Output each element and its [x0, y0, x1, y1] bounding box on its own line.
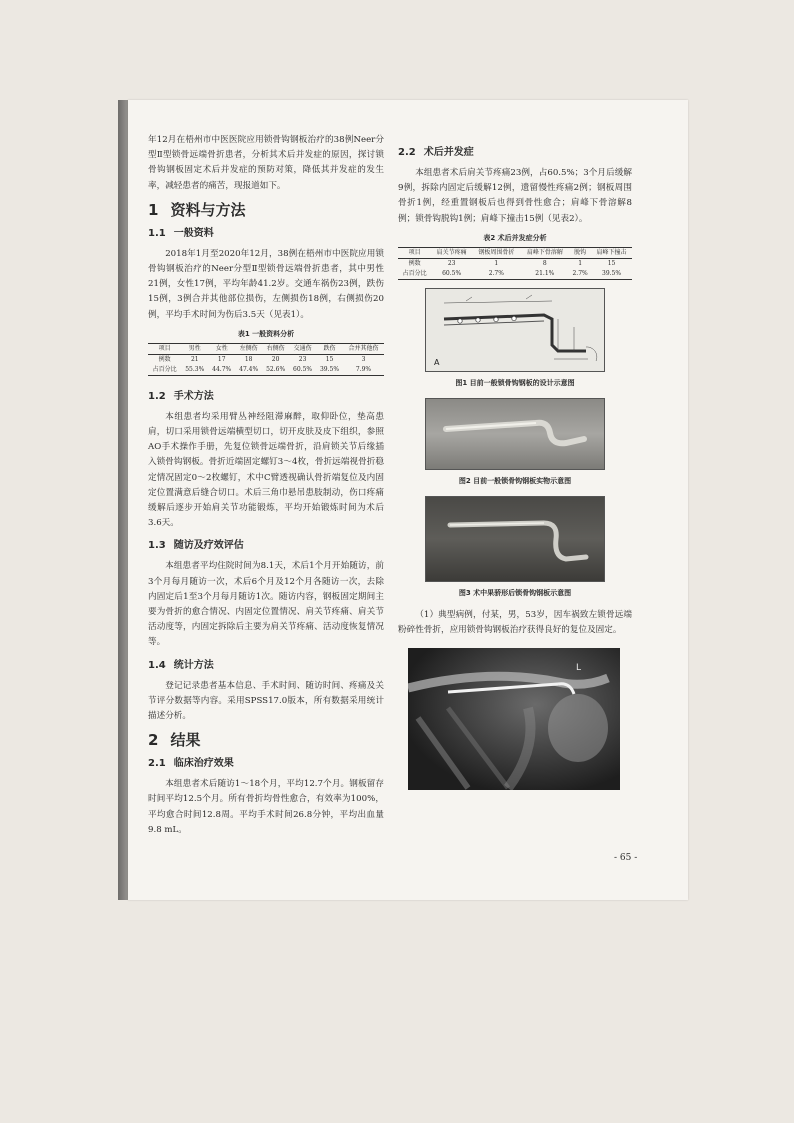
- table-header-cell: 合并其他伤: [348, 344, 379, 352]
- section-2-2-text: 本组患者术后肩关节疼痛23例，占60.5%；3个月后缓解9例，拆除内固定后缓解12例，遗留慢性疼痛2例；钢板周围骨折1例，经重置钢板后也得到骨性愈合；肩峰下骨溶解8例；锁骨钩脱钩1例；肩峰下撞击15例（见表2）。: [398, 168, 632, 224]
- section-1-2-text: 本组患者均采用臂丛神经阻滞麻醉，取仰卧位，垫高患肩，切口采用锁骨远端横型切口，切开皮肤及皮下组织，参照AO手术操作手册，先复位锁骨远端骨折，沿肩锁关节后缘插入锁骨钩钢板。骨折近端固定螺钉3～4枚，骨折远端视骨折稳定情况固定0～2枚螺钉，术中C臂透视确认骨折端复位及内固定位置满意后缝合切口。术后三角巾悬吊患肢制动，伤口疼痛缓解后逐步开始肩关节功能锻炼，平均开始锻炼时间为术后3.6天。: [148, 411, 384, 529]
- table-cell: 1: [578, 259, 583, 267]
- table-cell: 60.5%: [293, 365, 313, 373]
- section-number: 1: [148, 200, 159, 219]
- section-1-1-text: 2018年1月至2020年12月，38例在梧州市中医院应用锁骨钩钢板治疗的Neer分型Ⅱ型锁骨远端骨折患者，其中男性21例，女性17例，平均年龄41.2岁。交通车祸伤23例，跌伤15例，3例合并其他部位损伤，左侧损伤18例，右侧损伤20例，平均手术时间为伤后3.5天（见表1）。: [148, 248, 384, 320]
- table-cell: 例数: [158, 355, 171, 363]
- table-header-cell: 脱钩: [574, 248, 587, 256]
- table-cell: 23: [298, 355, 307, 363]
- section-title: 随访及疗效评估: [173, 540, 244, 552]
- table-cell: 7.9%: [355, 365, 372, 373]
- left-column: [148, 133, 384, 838]
- section-1-3-heading: [148, 539, 384, 553]
- section-1-4-text: 登记记录患者基本信息、手术时间、随访时间、疼痛及关节评分数据等内容。采用SPSS17.0版本，所有数据采用统计描述分析。: [148, 680, 384, 722]
- section-title: 手术方法: [173, 390, 214, 402]
- section-number: 1.3: [148, 540, 166, 552]
- right-column: [398, 146, 632, 790]
- figure-1-label: A: [434, 357, 440, 367]
- table-cell: 2.7%: [572, 269, 588, 277]
- section-1-1-heading: [148, 227, 384, 241]
- intro-paragraph: 年12月在梧州市中医医院应用锁骨钩钢板治疗的38例Neer分型Ⅱ型锁骨远端骨折患者，分析其术后并发症的原因，探讨锁骨钩钢板固定术后并发症的预防对策，降低其并发症的发生率，减轻患者的痛苦，现报道如下。: [148, 135, 384, 191]
- plate-design-drawing: [426, 289, 604, 371]
- figure-1-caption: 图1 目前一般锁骨钩钢板的设计示意图: [455, 378, 575, 387]
- table-cell: 15: [325, 355, 334, 363]
- table-header-cell: 跌伤: [323, 344, 336, 352]
- table-cell: 8: [542, 259, 547, 267]
- table-2: [398, 247, 632, 280]
- table-row: [398, 258, 632, 269]
- xray-shoulder: [408, 648, 620, 790]
- xray-image: [408, 648, 620, 790]
- table-cell: 21: [190, 355, 199, 363]
- figure-3-photo: [425, 496, 605, 582]
- page-number: - 65 -: [614, 853, 638, 863]
- table-row: [148, 365, 384, 376]
- table-2-caption: 表2 术后并发症分析: [483, 233, 547, 242]
- table-cell: 23: [447, 259, 456, 267]
- section-2-2-heading: [398, 146, 632, 160]
- section-number: 2.2: [398, 147, 416, 158]
- table-cell: 60.5%: [442, 269, 462, 277]
- table-cell: 21.1%: [535, 269, 555, 277]
- table-header-cell: 项目: [408, 248, 421, 256]
- section-title: 临床治疗效果: [173, 758, 234, 770]
- plate-bent-photo: [426, 497, 604, 581]
- table-header-cell: 右侧伤: [266, 344, 285, 352]
- table-header-cell: 女性: [215, 344, 228, 352]
- table-header-row: [398, 247, 632, 258]
- table-row: [148, 354, 384, 365]
- table-cell: 2.7%: [488, 269, 504, 277]
- section-2-1-text: 本组患者术后随访1～18个月，平均12.7个月。钢板留存时间平均12.5个月。所有骨折均骨性愈合，有效率为100%，平均愈合时间12.8周。平均手术时间26.8分钟，平均出血量9.8 mL。: [148, 779, 384, 835]
- section-title: 一般资料: [173, 227, 214, 239]
- table-cell: 占百分比: [152, 365, 177, 373]
- plate-photo: [426, 399, 604, 469]
- table-header-cell: 肩关节疼痛: [436, 248, 467, 256]
- section-number: 2.1: [148, 758, 166, 770]
- section-2-1-heading: [148, 757, 384, 771]
- figure-2-caption: 图2 目前一般锁骨钩钢板实物示意图: [458, 476, 572, 485]
- section-number: 1.1: [148, 227, 166, 239]
- table-header-cell: 男性: [188, 344, 201, 352]
- section-number: 1.2: [148, 390, 166, 402]
- xray-side-marker: L: [576, 663, 582, 674]
- table-header-cell: 钢板周围骨折: [478, 248, 515, 256]
- table-cell: 44.7%: [212, 365, 232, 373]
- table-cell: 39.5%: [602, 269, 622, 277]
- table-cell: 1: [494, 259, 499, 267]
- table-header-cell: 肩峰下撞击: [596, 248, 627, 256]
- figure-3-caption: 图3 术中果骄形后锁骨钩钢板示意图: [458, 588, 572, 597]
- table-cell: 17: [217, 355, 226, 363]
- table-cell: 占百分比: [402, 269, 427, 277]
- table-cell: 47.4%: [239, 365, 259, 373]
- case-paragraph: （1）典型病例，付某，男，53岁，因车祸致左锁骨远端粉碎性骨折，应用锁骨钩钢板治疗获得良好的复位及固定。: [398, 609, 632, 636]
- table-cell: 15: [607, 259, 616, 267]
- section-title: 结果: [170, 731, 201, 750]
- section-title: 术后并发症: [423, 147, 474, 158]
- table-header-cell: 肩峰下骨溶解: [526, 248, 563, 256]
- section-2-heading: [148, 731, 384, 749]
- table-cell: 52.6%: [266, 365, 286, 373]
- section-1-4-heading: [148, 659, 384, 673]
- section-number: 1.4: [148, 659, 166, 671]
- section-1-3-text: 本组患者平均住院时间为8.1天，术后1个月开始随访，前3个月每月随访一次，术后6个月及12个月各随访一次，去除内固定后1至3个月每月随访1次。随访内容，钢板固定期间主要为骨折的愈合情况、内固定位置情况、肩关节疼痛、肩关节活动度等，内固定拆除后主要为肩关节疼痛、活动度恢复情况等。: [148, 561, 384, 648]
- section-title: 统计方法: [173, 659, 214, 671]
- section-1-2-heading: [148, 390, 384, 404]
- table-cell: 例数: [408, 259, 421, 267]
- figure-1-drawing: [425, 288, 605, 372]
- section-title: 资料与方法: [170, 200, 246, 219]
- section-1-heading: [148, 201, 384, 219]
- table-cell: 18: [244, 355, 253, 363]
- table-cell: 20: [271, 355, 280, 363]
- table-cell: 3: [361, 355, 366, 363]
- table-cell: 39.5%: [319, 365, 340, 373]
- table-header-cell: 项目: [158, 344, 171, 352]
- table-1-caption: 表1 一般资料分析: [237, 329, 295, 338]
- table-row: [398, 269, 632, 280]
- table-cell: 55.3%: [185, 365, 205, 373]
- table-1: [148, 343, 384, 376]
- table-header-row: [148, 343, 384, 354]
- table-header-cell: 左侧伤: [239, 344, 258, 352]
- table-header-cell: 交通伤: [293, 344, 312, 352]
- section-number: 2: [148, 731, 159, 750]
- figure-2-photo: [425, 398, 605, 470]
